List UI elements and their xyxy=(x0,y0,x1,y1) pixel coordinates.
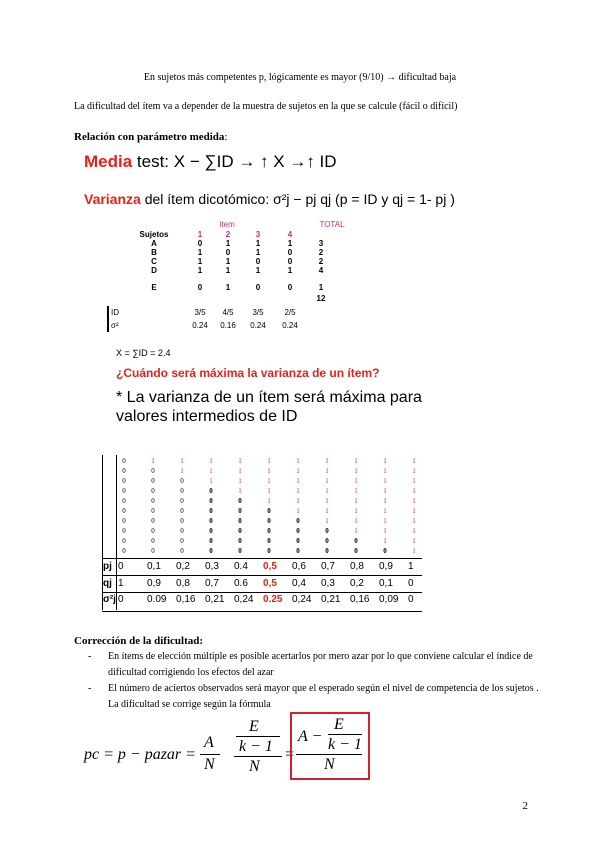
varianza-label: Varianza xyxy=(84,191,141,207)
subjects-label: Sujetos xyxy=(139,230,169,239)
frac3-den: N xyxy=(324,756,335,773)
bullet-2: - El número de aciertos observados será mayor que el esperado según el nivel de competencia de los sujetos . La dificultad se corrige según la fórmula xyxy=(88,681,548,713)
item-table xyxy=(107,220,365,338)
grid-cell: 1 xyxy=(296,507,300,515)
grid-cell: 1 xyxy=(383,517,387,525)
grid-cell: 1 xyxy=(383,497,387,505)
grid-cell: 0 xyxy=(122,487,126,495)
grid-cell: 1 xyxy=(325,457,329,465)
page-number: 2 xyxy=(522,800,528,812)
grid-cell: 0 xyxy=(180,497,184,505)
big-statement: * La varianza de un ítem será máxima para valores intermedios de ID xyxy=(116,389,422,425)
q-value: 0,5 xyxy=(263,578,277,589)
media-formula: test: X − ∑ID → ↑ X →↑ ID xyxy=(132,152,337,171)
grid-divider-1 xyxy=(102,575,422,576)
row-total: 2 xyxy=(318,248,324,257)
grid-cell: 1 xyxy=(180,467,184,475)
grid-cell: 0 xyxy=(383,547,387,555)
grid-cell: 1 xyxy=(412,457,416,465)
grid-cell: 0 xyxy=(122,457,126,465)
col-4: 4 xyxy=(287,230,293,239)
grid-cell: 0 xyxy=(267,527,271,535)
grid-cell: 0 xyxy=(151,547,155,555)
s-value: 0,16 xyxy=(350,594,370,605)
grid-cell: 1 xyxy=(354,457,358,465)
grid-cell: 0 xyxy=(238,517,242,525)
correction-bullets xyxy=(88,649,548,713)
var-value: 0.24 xyxy=(250,321,266,330)
q-value: 0,7 xyxy=(205,578,219,589)
grid-cell: 0 xyxy=(180,477,184,485)
cell: 1 xyxy=(255,248,261,257)
grid-cell: 0 xyxy=(180,537,184,545)
grid-cell: 1 xyxy=(354,487,358,495)
frac2-bar xyxy=(234,756,282,757)
grid-cell: 0 xyxy=(122,467,126,475)
text-line-competentes: En sujetos más competentes p, lógicamente es mayor (9/10) → dificultad baja xyxy=(143,72,457,83)
s-value: 0.25 xyxy=(263,594,283,605)
var-value: 0.16 xyxy=(220,321,236,330)
cell: 0 xyxy=(225,248,231,257)
subject-C: C xyxy=(151,257,157,266)
grid-cell: 1 xyxy=(325,477,329,485)
grid-cell: 1 xyxy=(296,457,300,465)
grid-cell: 0 xyxy=(267,507,271,515)
s-value: 0,21 xyxy=(321,594,341,605)
grid-cell: 0 xyxy=(209,527,213,535)
grid-cell: 1 xyxy=(325,517,329,525)
cell: 1 xyxy=(287,239,293,248)
heading-colon: : xyxy=(224,131,228,143)
grid-cell: 0 xyxy=(151,527,155,535)
subject-D: D xyxy=(151,266,157,275)
grid-cell: 0 xyxy=(238,547,242,555)
grid-cell: 1 xyxy=(354,507,358,515)
grid-cell: 1 xyxy=(412,487,416,495)
grid-cell: 0 xyxy=(209,537,213,545)
grid-cell: 1 xyxy=(209,467,213,475)
grid-cell: 0 xyxy=(122,547,126,555)
grid-cell: 0 xyxy=(209,547,213,555)
grid-cell: 0 xyxy=(267,537,271,545)
grid-cell: 1 xyxy=(151,457,155,465)
grid-cell: 0 xyxy=(122,497,126,505)
s-value: 0.09 xyxy=(147,594,167,605)
grid-cell: 0 xyxy=(151,537,155,545)
grid-cell: 1 xyxy=(267,487,271,495)
grid-cell: 0 xyxy=(209,507,213,515)
grid-cell: 0 xyxy=(151,507,155,515)
grid-cell: 0 xyxy=(180,517,184,525)
col-2: 2 xyxy=(225,230,231,239)
grid-cell: 1 xyxy=(412,497,416,505)
frac3-e: E xyxy=(334,716,344,733)
grid-cell: 1 xyxy=(296,497,300,505)
cell: 0 xyxy=(287,283,293,292)
cell: 1 xyxy=(225,283,231,292)
grid-cell: 1 xyxy=(238,477,242,485)
varianza-line xyxy=(84,191,455,207)
row-total: 3 xyxy=(318,239,324,248)
grid-cell: 1 xyxy=(383,527,387,535)
grid-cell: 0 xyxy=(238,507,242,515)
frac3-k: k − 1 xyxy=(328,736,362,753)
p-label: pj xyxy=(103,561,112,572)
bullet-1: - En ítems de elección múltiple es posible acertarlos por mero azar por lo que conviene calcular el índice de dificultad corrigiendo los efectos del azar xyxy=(88,649,548,681)
grid-cell: 1 xyxy=(412,467,416,475)
sum-line: X = ∑ID = 2.4 xyxy=(116,348,171,358)
grid-cell: 1 xyxy=(383,487,387,495)
q-label: qj xyxy=(103,578,112,589)
section-heading-medida xyxy=(74,131,227,143)
p-value: 0,5 xyxy=(263,561,277,572)
grid-cell: 0 xyxy=(122,537,126,545)
grid-cell: 0 xyxy=(325,527,329,535)
cell: 1 xyxy=(255,266,261,275)
grid-left-border xyxy=(116,455,117,610)
grid-cell: 0 xyxy=(122,507,126,515)
s-value: 0,24 xyxy=(292,594,312,605)
grid-cell: 1 xyxy=(383,537,387,545)
grid-cell: 1 xyxy=(354,497,358,505)
subject-B: B xyxy=(151,248,157,257)
grid-cell: 1 xyxy=(180,457,184,465)
p-value: 0.4 xyxy=(234,561,248,572)
grid-cell: 0 xyxy=(238,537,242,545)
row-total: 4 xyxy=(318,266,324,275)
table-left-bar xyxy=(107,306,109,332)
col-1: 1 xyxy=(197,230,203,239)
grid-cell: 1 xyxy=(238,457,242,465)
p-value: 0,8 xyxy=(350,561,364,572)
q-value: 0,4 xyxy=(292,578,306,589)
p-value: 0,2 xyxy=(176,561,190,572)
grid-cell: 1 xyxy=(412,547,416,555)
var-value: 0.24 xyxy=(282,321,298,330)
table-title-item: ítem xyxy=(219,220,235,229)
grid-cell: 1 xyxy=(209,477,213,485)
grid-cell: 0 xyxy=(180,547,184,555)
grid-cell: 1 xyxy=(267,497,271,505)
grid-cell: 0 xyxy=(180,487,184,495)
grid-cell: 1 xyxy=(354,477,358,485)
q-value: 0,2 xyxy=(350,578,364,589)
grid-cell: 1 xyxy=(238,467,242,475)
grid-cell: 1 xyxy=(209,457,213,465)
frac2-mid: k − 1 xyxy=(239,738,273,755)
s-value: 0,16 xyxy=(176,594,196,605)
formula-lhs: pc = p − pazar = xyxy=(84,746,196,763)
frac2-bar-top xyxy=(236,736,280,737)
frac2-den: N xyxy=(249,758,260,775)
grid-cell: 0 xyxy=(296,537,300,545)
s-value: 0,21 xyxy=(205,594,225,605)
col-3: 3 xyxy=(255,230,261,239)
s-value: 0 xyxy=(118,594,124,605)
frac1-bar xyxy=(200,754,220,755)
cell: 0 xyxy=(197,239,203,248)
grid-cell: 1 xyxy=(296,487,300,495)
id-value: 4/5 xyxy=(222,308,234,317)
grid-cell: 0 xyxy=(267,547,271,555)
row-total: 1 xyxy=(318,283,324,292)
grid-cell: 1 xyxy=(354,467,358,475)
s-value: 0,09 xyxy=(379,594,399,605)
grid-cell: 1 xyxy=(267,457,271,465)
cell: 1 xyxy=(287,266,293,275)
var-label: σ² xyxy=(111,321,119,330)
equals-sign: = xyxy=(284,746,295,763)
subject-E: E xyxy=(151,283,157,292)
s-value: 0,24 xyxy=(234,594,254,605)
grid-cell: 0 xyxy=(151,497,155,505)
cell: 1 xyxy=(197,266,203,275)
id-label: ID xyxy=(111,308,119,317)
result-box xyxy=(290,712,370,780)
id-value: 2/5 xyxy=(284,308,296,317)
grid-cell: 0 xyxy=(122,527,126,535)
grid-cell: 1 xyxy=(383,507,387,515)
cell: 0 xyxy=(197,283,203,292)
p-value: 0,6 xyxy=(292,561,306,572)
subject-A: A xyxy=(151,239,157,248)
media-label: Media xyxy=(84,152,133,171)
grid-cell: 0 xyxy=(267,517,271,525)
grid-cell: 0 xyxy=(296,527,300,535)
correction-heading: Corrección de la dificultad: xyxy=(74,635,204,647)
s-label: σ²j xyxy=(103,594,116,605)
grid-cell: 0 xyxy=(209,517,213,525)
cell: 1 xyxy=(197,248,203,257)
frac1-den: N xyxy=(204,756,215,773)
var-value: 0.24 xyxy=(192,321,208,330)
grid-cell: 1 xyxy=(267,477,271,485)
grid-cell: 0 xyxy=(354,537,358,545)
frac3-bar xyxy=(296,754,362,755)
cell: 1 xyxy=(225,257,231,266)
grid-cell: 0 xyxy=(325,547,329,555)
grid-cell: 1 xyxy=(412,507,416,515)
grid-cell: 0 xyxy=(151,477,155,485)
grid-cell: 0 xyxy=(122,517,126,525)
cell: 1 xyxy=(225,239,231,248)
cell: 1 xyxy=(197,257,203,266)
grid-cell: 1 xyxy=(267,467,271,475)
variance-grid xyxy=(102,455,422,610)
cell: 0 xyxy=(287,257,293,266)
cell: 0 xyxy=(255,283,261,292)
p-value: 0 xyxy=(118,561,124,572)
question: ¿Cuándo será máxima la varianza de un ítem? xyxy=(116,366,380,380)
grid-cell: 0 xyxy=(151,487,155,495)
text-line-dificultad: La dificultad del ítem va a depender de la muestra de sujetos en la que se calcule (fácil o difícil) xyxy=(74,101,458,112)
grid-cell: 1 xyxy=(296,477,300,485)
grid-cell: 1 xyxy=(354,517,358,525)
grid-cell: 1 xyxy=(412,517,416,525)
p-value: 1 xyxy=(408,561,414,572)
grid-cell: 0 xyxy=(122,477,126,485)
grid-cell: 1 xyxy=(296,467,300,475)
grid-cell: 1 xyxy=(412,527,416,535)
p-value: 0,9 xyxy=(379,561,393,572)
grid-cell: 0 xyxy=(238,497,242,505)
grid-cell: 1 xyxy=(325,467,329,475)
grid-cell: 0 xyxy=(296,517,300,525)
row-total: 2 xyxy=(318,257,324,266)
cell: 0 xyxy=(255,257,261,266)
frac3-inner-bar xyxy=(328,734,362,735)
grid-cell: 0 xyxy=(209,487,213,495)
s-value: 0 xyxy=(408,594,414,605)
grid-cell: 1 xyxy=(383,477,387,485)
grand-total: 12 xyxy=(316,294,326,303)
grid-cell: 0 xyxy=(180,507,184,515)
cell: 1 xyxy=(255,239,261,248)
grid-cell: 1 xyxy=(383,457,387,465)
cell: 1 xyxy=(225,266,231,275)
grid-cell: 1 xyxy=(412,477,416,485)
q-value: 0,1 xyxy=(379,578,393,589)
grid-cell: 1 xyxy=(354,527,358,535)
media-test-line xyxy=(84,152,337,172)
grid-cell: 0 xyxy=(296,547,300,555)
p-value: 0,7 xyxy=(321,561,335,572)
q-value: 0,8 xyxy=(176,578,190,589)
grid-cell: 1 xyxy=(325,487,329,495)
grid-cell: 1 xyxy=(325,497,329,505)
grid-divider-2 xyxy=(102,592,422,593)
varianza-formula: del ítem dicotómico: σ²j − pj qj (p = ID y qj = 1- pj ) xyxy=(140,191,455,207)
id-value: 3/5 xyxy=(194,308,206,317)
grid-cell: 0 xyxy=(151,517,155,525)
q-value: 1 xyxy=(118,578,124,589)
grid-cell: 1 xyxy=(383,467,387,475)
p-value: 0,3 xyxy=(205,561,219,572)
grid-cell: 1 xyxy=(412,537,416,545)
grid-cell: 0 xyxy=(354,547,358,555)
grid-cell: 1 xyxy=(325,507,329,515)
grid-cell: 0 xyxy=(209,497,213,505)
id-value: 3/5 xyxy=(252,308,264,317)
grid-cell: 0 xyxy=(325,537,329,545)
p-value: 0,1 xyxy=(147,561,161,572)
cell: 0 xyxy=(287,248,293,257)
formula xyxy=(84,718,384,778)
heading-bold: Relación con parámetro medida xyxy=(74,131,225,143)
grid-cell: 1 xyxy=(238,487,242,495)
q-value: 0 xyxy=(408,578,414,589)
grid-cell: 0 xyxy=(180,527,184,535)
q-value: 0.6 xyxy=(234,578,248,589)
q-value: 0,3 xyxy=(321,578,335,589)
frac1-num: A xyxy=(204,734,214,751)
table-title-total: TOTAL xyxy=(319,220,345,229)
frac2-num: E xyxy=(249,718,259,735)
frac3-num: A − xyxy=(298,728,323,745)
q-value: 0,9 xyxy=(147,578,161,589)
grid-cell: 0 xyxy=(151,467,155,475)
grid-cell: 0 xyxy=(238,527,242,535)
